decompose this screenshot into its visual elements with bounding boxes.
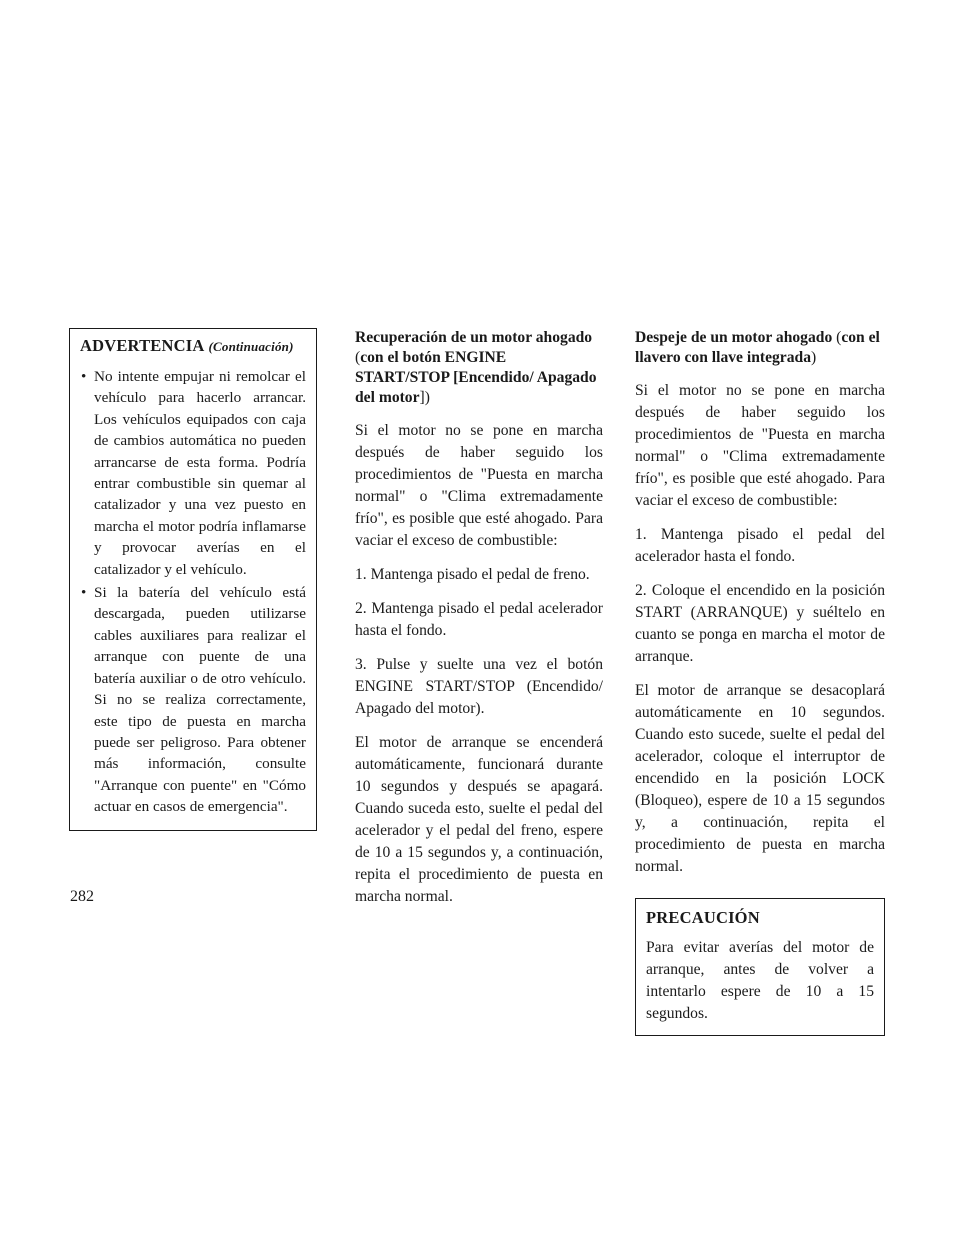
left-column <box>69 328 317 831</box>
caution-box <box>635 898 885 1036</box>
caution-title: PRECAUCIÓN <box>646 908 760 927</box>
heading-part: con el botón ENGINE START/STOP [Encendido/ Apagado del motor <box>355 349 597 406</box>
page-number: 282 <box>70 888 94 905</box>
caution-text: Para evitar averías del motor de arranque, antes de volver a intentarlo espere de 10 a 15 segundos. <box>646 939 874 1022</box>
warning-item: • Si la batería del vehículo está descargada, pueden utilizarse cables auxiliares para realizar el arranque con puente de una batería auxiliar o de otro vehículo. Si no se realiza correctamente, este tipo de puesta en marcha puede ser peligroso. Para obtener más información, consulte "Arranque con puente" en "Cómo actuar en casos de emergencia". <box>80 582 306 817</box>
procedure-step: 1. Mantenga pisado el pedal de freno. <box>355 566 590 583</box>
warning-box <box>69 328 317 831</box>
warning-title <box>80 335 306 358</box>
procedure-step: 1. Mantenga pisado el pedal del acelerador hasta el fondo. <box>635 526 885 565</box>
right-column <box>635 328 885 1036</box>
middle-column <box>355 328 603 920</box>
heading-paren: ( <box>355 349 361 366</box>
section-intro: Si el motor no se pone en marcha después de haber seguido los procedimientos de "Puesta en marcha normal" o "Clima extremadamente frío", es posible que esté ahogado. Para vaciar el exceso de combustible: <box>635 382 885 509</box>
section-outro: El motor de arranque se desacoplará automáticamente en 10 segundos. Cuando esto sucede, suelte el pedal del acelerador, coloque el interruptor de encendido en la posición LOCK (Bloqueo), espere de 10 a 15 segundos y, a continuación, repita el procedimiento de puesta en marcha normal. <box>635 682 885 875</box>
warning-title-text: ADVERTENCIA <box>80 336 205 355</box>
section-outro: El motor de arranque se encenderá automáticamente, funcionará durante 10 segundos y después se apagará. Cuando suceda esto, suelte el pedal del acelerador y el pedal del freno, espere de 10 a 15 segundos y, a continuación, repita el procedimiento de puesta en marcha normal. <box>355 734 603 905</box>
section-intro: Si el motor no se pone en marcha después de haber seguido los procedimientos de "Puesta en marcha normal" o "Clima extremadamente frío", es posible que esté ahogado. Para vaciar el exceso de combustible: <box>355 422 603 549</box>
procedure-step: 3. Pulse y suelte una vez el botón ENGINE START/STOP (Encendido/ Apagado del motor). <box>355 656 603 717</box>
warning-item: • No intente empujar ni remolcar el vehículo para hacerlo arrancar. Los vehículos equipados con caja de cambios automática no pueden arrancarse de esta forma. Podría entrar combustible sin quemar al catalizador y una vez puesto en marcha el motor podría inflamarse y provocar averías en el catalizador y el vehículo. <box>80 366 306 580</box>
heading-part: Recuperación de un motor ahogado <box>355 329 593 346</box>
heading-paren: ( <box>832 329 842 346</box>
heading-part: Despeje de un motor ahogado <box>635 329 833 346</box>
heading-paren: ]) <box>419 389 430 406</box>
procedure-step: 2. Coloque el encendido en la posición START (ARRANQUE) y suéltelo en cuanto se ponga en marcha el motor de arranque. <box>635 582 885 665</box>
heading-part: con el llavero con llave integrada <box>635 329 880 366</box>
heading-paren: ) <box>811 349 817 366</box>
section-heading-key <box>635 328 885 368</box>
section-heading-button <box>355 328 603 408</box>
warning-continued-label: (Continuación) <box>208 339 294 354</box>
procedure-step: 2. Mantenga pisado el pedal acelerador hasta el fondo. <box>355 600 603 639</box>
warning-list <box>80 366 306 818</box>
